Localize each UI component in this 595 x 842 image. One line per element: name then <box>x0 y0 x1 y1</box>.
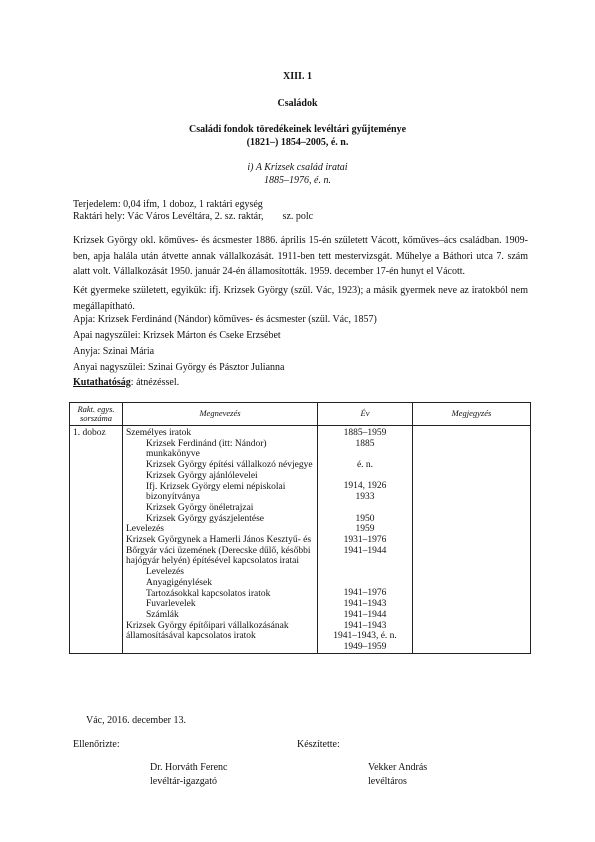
name-cell <box>123 426 318 654</box>
checker-name: Dr. Horváth Ferenc <box>150 762 228 773</box>
research-value: : átnézéssel. <box>130 377 180 388</box>
item-year: 1950 <box>355 513 375 524</box>
item-year: 1941–1976 <box>343 588 387 599</box>
extent-line: Terjedelem: 0,04 ifm, 1 doboz, 1 raktári egység <box>73 199 263 210</box>
made-label: Készítette: <box>297 739 340 750</box>
item-name: Fuvarlevelek <box>146 599 196 610</box>
table-header-row <box>70 403 531 426</box>
item-year: 1933 <box>355 492 375 503</box>
item-name: Krizsek György építési vállalkozó névjegye <box>146 460 313 471</box>
research-line <box>73 377 179 389</box>
item-year: 1914, 1926 <box>343 481 387 492</box>
item-name: Krizsek György gyászjelentése <box>146 513 265 524</box>
children-paragraph: Két gyermeke született, egyikük: ifj. Krizsek György (szül. Vác, 1923); a másik gyermek neve az iratokból nem megállapítható. <box>73 285 528 312</box>
header-year: Év <box>318 403 413 426</box>
location-label: Raktári hely: Vác Város Levéltára, 2. sz. raktár, <box>73 211 264 222</box>
collection-dates: (1821–) 1854–2005, é. n. <box>246 137 349 148</box>
item-name: Krizsek György építőipari vállalkozásának államosításával kapcsolatos iratok <box>126 620 289 642</box>
bio-paragraph: Krizsek György okl. kőműves- és ácsmester 1886. április 15-én született Vácott, kőműves–ács családban. 1909-ben, apja halála után átvette annak vállalkozását. 1911-ben tett mestervizsgát. Műhelye a Báthori utca 7. szám alatt volt. Vállalkozását 1950. január 24-én államosították. 1959. december 17-én hunyt el Vácott. <box>73 235 528 277</box>
maker-title: levéltáros <box>368 776 407 787</box>
item-name: Számlák <box>146 609 179 620</box>
item-year: 1941–1943 <box>343 620 387 631</box>
item-name: Személyes iratok <box>126 428 192 438</box>
item-name: Krizsek Györgynek a Hamerli János Kesztyű- és Bőrgyár váci üzemének (Derecske dűlő, későbbi hajógyár helyén) építésével kapcsolatos iratai <box>126 535 312 567</box>
item-year: 1885 <box>355 438 375 449</box>
item-name: Ifj. Krizsek György elemi népiskolai bizonyítványa <box>146 481 286 503</box>
table-row <box>70 426 531 654</box>
checked-label: Ellenőrizte: <box>73 739 120 750</box>
section-title: Családok <box>277 98 318 109</box>
header-unit: Rakt. egys. sorszáma <box>70 403 123 426</box>
item-name: Tartozásokkal kapcsolatos iratok <box>146 588 271 599</box>
location-line <box>73 211 313 223</box>
item-name: Krizsek György ajánlólevelei <box>146 470 258 481</box>
item-name: Levelezés <box>146 567 184 578</box>
unit-cell <box>70 426 123 654</box>
collection-title: Családi fondok töredékeinek levéltári gyűjteménye <box>188 124 407 135</box>
place-date: Vác, 2016. december 13. <box>86 715 186 726</box>
location-shelf: sz. polc <box>282 211 314 222</box>
father-line: Apja: Krizsek Ferdinánd (Nándor) kőműves- és ácsmester (szül. Vác, 1857) <box>73 314 377 325</box>
fonds-subtitle: i) A Krizsek család iratai <box>247 162 348 173</box>
item-year: 1885–1959 <box>343 428 387 438</box>
note-cell <box>413 426 531 654</box>
year-cell <box>318 426 413 654</box>
header-name: Megnevezés <box>123 403 318 426</box>
paternal-grandparents: Apai nagyszülei: Krizsek Márton és Cseke Erzsébet <box>73 330 281 341</box>
checker-title: levéltár-igazgató <box>150 776 217 787</box>
item-name: Anyagigénylések <box>146 577 212 588</box>
inventory-table <box>69 402 531 654</box>
research-label: Kutathatóság <box>73 377 131 388</box>
item-name: Krizsek György önéletrajzai <box>146 502 254 513</box>
header-note: Megjegyzés <box>413 403 531 426</box>
item-year: 1949–1959 <box>343 642 387 652</box>
unit-number: 1. doboz <box>73 428 106 438</box>
item-year: 1941–1943, é. n. <box>333 631 397 642</box>
series-code: XIII. 1 <box>283 71 312 82</box>
item-name: Krizsek Ferdinánd (itt: Nándor) munkakönyve <box>146 438 267 460</box>
item-year: é. n. <box>356 460 374 471</box>
mother-line: Anyja: Szinai Mária <box>73 346 155 357</box>
item-name: Levelezés <box>126 524 164 535</box>
maker-name: Vekker András <box>368 762 428 773</box>
item-year: 1959 <box>355 524 375 535</box>
fonds-dates: 1885–1976, é. n. <box>264 175 331 186</box>
item-year: 1941–1943 <box>343 599 387 610</box>
item-year: 1941–1944 <box>343 609 387 620</box>
item-year: 1931–1976 <box>343 534 387 545</box>
maternal-grandparents: Anyai nagyszülei: Szinai György és Pásztor Julianna <box>73 362 285 373</box>
item-year: 1941–1944 <box>343 545 387 556</box>
